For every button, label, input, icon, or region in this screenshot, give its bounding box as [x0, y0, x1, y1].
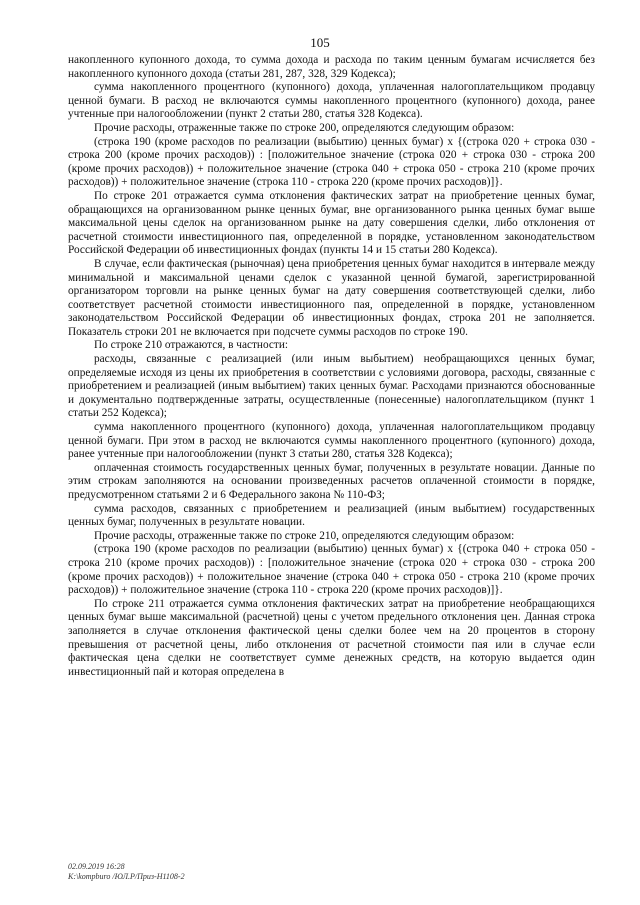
document-body [68, 54, 595, 679]
paragraph-8: расходы, связанные с реализацией (или иным выбытием) необращающихся ценных бумаг, определяемые исходя из цены их приобретения в соответствии с условиями договора, расходы, связанные с приобретением и реализацией (иным выбытием) таких ценных бумаг. Расходами признаются обоснованные и документально подтвержденные затраты, осуществленные (понесенные) налогоплательщиком (пункт 1 статьи 252 Кодекса); [68, 353, 595, 420]
paragraph-7: По строке 210 отражаются, в частности: [94, 339, 289, 352]
paragraph-3: Прочие расходы, отраженные также по строке 200, определяются следующим образом: [94, 121, 515, 134]
paragraph-14: По строке 211 отражается сумма отклонения фактических затрат на приобретение необращающихся ценных бумаг выше максимальной (расчетной) цены с учетом предельного отклонения цен. Данная строка заполняется в случае отклонения фактической цены сделки более чем на 20 процентов в сторону превышения от расчетной цены, либо отклонения от расчетной стоимости пая или в случае если фактическая цена сделки не соответствует сумме денежных средств, на которую выдается один инвестиционный пай и которая определена в [68, 597, 595, 678]
paragraph-9: сумма накопленного процентного (купонного) дохода, уплаченная налогоплательщиком продавцу ценной бумаги. При этом в расход не включаются суммы накопленного процентного (купонного) дохода, ранее учтенные при налогообложении (пункт 3 статьи 280, статья 328 Кодекса); [68, 421, 595, 461]
page-footer [68, 862, 185, 882]
page-number: 105 [310, 35, 330, 50]
footer-file-path: К:\kompburo /ЮЛ.Р/Приз-Н1108-2 [68, 872, 185, 881]
footer-timestamp: 02.09.2019 16:28 [68, 862, 125, 871]
paragraph-12: Прочие расходы, отраженные также по строке 210, определяются следующим образом: [94, 529, 515, 542]
paragraph-4-formula: (строка 190 (кроме расходов по реализации (выбытию) ценных бумаг) x {(строка 020 + строка 030 - строка 200 (кроме прочих расходов)) : [положительное значение (строка 020 + строка 030 - строка 200 (кроме прочих расходов)) + положительное значение (строка 040 + строка 050 - строка 210 (кроме прочих расходов)) + положительное значение (строка 110 - строка 220 (кроме прочих расходов)]}. [68, 135, 595, 189]
paragraph-2: сумма накопленного процентного (купонного) дохода, уплаченная налогоплательщиком продавцу ценной бумаги. В расход не включаются суммы накопленного процентного (купонного) дохода, ранее учтенные при налогообложении (пункт 2 статьи 280, статья 328 Кодекса). [68, 81, 595, 121]
paragraph-6: В случае, если фактическая (рыночная) цена приобретения ценных бумаг находится в интервале между минимальной и максимальной ценами сделок с указанной ценной бумагой, зарегистрированной организатором торговли на рынке ценных бумаг на дату совершения соответствующей сделки, либо соответствует расчетной стоимости инвестиционного пая, определенной в порядке, установленном законодательством Российской Федерации об инвестиционных фондах, строка 201 не заполняется. Показатель строки 201 не включается при подсчете суммы расходов по строке 190. [68, 257, 595, 338]
paragraph-11: сумма расходов, связанных с приобретением и реализацией (иным выбытием) государственных ценных бумаг, полученных в результате новации. [68, 502, 595, 529]
paragraph-5: По строке 201 отражается сумма отклонения фактических затрат на приобретение ценных бумаг, обращающихся на организованном рынке ценных бумаг, вне организованного рынка ценных бумаг выше максимальной цены сделок на организованном рынке на дату совершения сделки, либо отклонения от расчетной стоимости инвестиционного пая, определенной в порядке, установленном законодательством Российской Федерации об инвестиционных фондах (пункты 14 и 15 статьи 280 Кодекса). [68, 189, 595, 257]
paragraph-13-formula: (строка 190 (кроме расходов по реализации (выбытию) ценных бумаг) x {(строка 040 + строка 050 - строка 210 (кроме прочих расходов)) : [положительное значение (строка 020 + строка 030 - строка 200 (кроме прочих расходов)) + положительное значение (строка 040 + строка 050 - строка 210 (кроме прочих расходов)) + положительное значение (строка 110 - строка 220 (кроме прочих расходов)]}. [68, 543, 595, 597]
paragraph-1: накопленного купонного дохода, то сумма дохода и расхода по таким ценным бумагам исчисляется без накопленного купонного дохода (статьи 281, 287, 328, 329 Кодекса); [68, 54, 595, 80]
paragraph-10: оплаченная стоимость государственных ценных бумаг, полученных в результате новации. Данные по этим строкам заполняются на основании произведенных расчетов оплаченной стоимости в порядке, предусмотренном статьями 2 и 6 Федерального закона № 110-ФЗ; [68, 461, 595, 501]
